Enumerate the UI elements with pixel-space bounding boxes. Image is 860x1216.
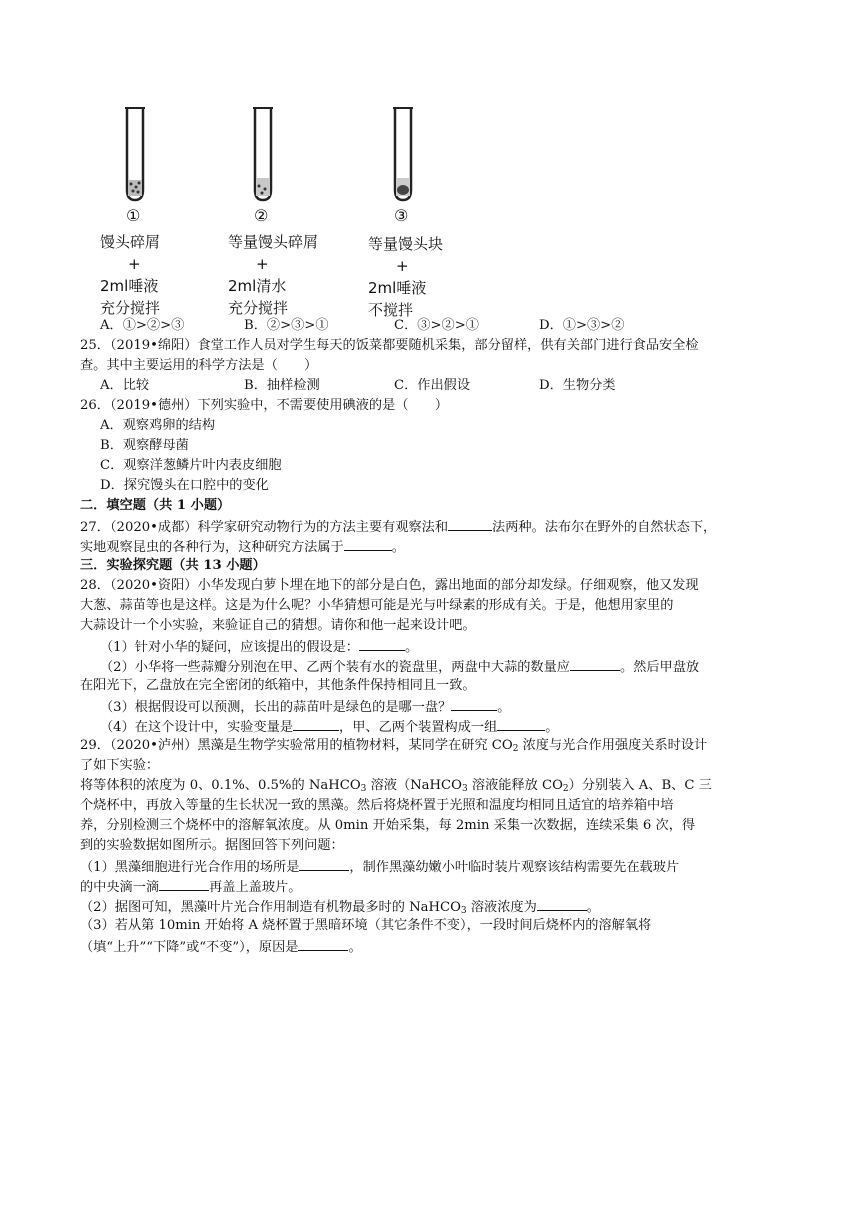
q29-text: ）分别装入 A、B、C 三 <box>568 778 712 793</box>
tube-number: ② <box>254 206 269 225</box>
q29-text: 再盖上盖玻片。 <box>209 880 302 895</box>
q29-text: （2）据图可知，黑藻叶片光合作用制造有机物最多时的 NaHCO <box>80 900 461 915</box>
q28-sub1 <box>100 636 418 658</box>
q28-text: ，甲、乙两个装置构成一组 <box>339 720 498 735</box>
q29-stem-line6: 到的实验数据如图所示。据图回答下列问题： <box>80 838 344 853</box>
q29-text: 。 <box>586 900 600 915</box>
tube-label-plus: + <box>256 255 269 273</box>
tube-label-line2: 2ml唾液 <box>100 277 159 295</box>
q29-sub2 <box>80 896 600 918</box>
test-tube-1-icon <box>115 104 155 204</box>
q26-option-d: D．探究馒头在口腔中的变化 <box>100 478 269 493</box>
tube-label-line3: 充分搅拌 <box>100 299 161 317</box>
q28-stem-line1: 28．（2020•资阳）小华发现白萝卜埋在地下的部分是白色，露出地面的部分却发绿。仔细观察，他又发现 <box>80 578 699 593</box>
q26-stem: 26．（2019•德州）下列实验中，不需要使用碘液的是（ ） <box>80 398 449 413</box>
q26-option-c: C．观察洋葱鳞片叶内表皮细胞 <box>100 458 282 473</box>
tube-number: ③ <box>394 206 409 225</box>
tube-label-line1: 馒头碎屑 <box>100 233 161 251</box>
q25-option-c: C．作出假设 <box>394 378 471 393</box>
tube-label-line3: 不搅拌 <box>368 301 414 319</box>
subscript: 3 <box>460 906 467 916</box>
q29-text: （1）黑藻细胞进行光合作用的场所是 <box>80 860 300 875</box>
q25-option-d: D．生物分类 <box>539 378 616 393</box>
tube-number: ① <box>126 206 141 225</box>
test-tube-2-icon <box>243 104 283 204</box>
section-heading-experiment: 三．实验探究题（共 13 小题） <box>80 558 266 573</box>
q29-stem-line1 <box>80 736 707 756</box>
q26-option-b: B．观察酵母菌 <box>100 438 189 453</box>
q28-text: （4）在这个设计中，实验变量是 <box>100 720 294 735</box>
answer-blank[interactable] <box>537 896 587 911</box>
answer-blank[interactable] <box>570 656 620 671</box>
answer-blank[interactable] <box>359 636 405 651</box>
tube-label-line2: 2ml唾液 <box>368 279 427 297</box>
tube-label-line1: 等量馒头碎屑 <box>228 233 319 251</box>
q29-text: 溶液浓度为 <box>466 900 537 915</box>
q25-stem-line1: 25．（2019•绵阳）食堂工作人员对学生每天的饭菜都要随机采集，部分留样，供有关部门进行食品安全检 <box>80 338 699 353</box>
q27-text: 27．（2020•成都）科学家研究动物行为的方法主要有观察法和 <box>80 520 449 535</box>
answer-blank[interactable] <box>298 936 348 951</box>
q25-stem-line2: 查。其中主要运用的科学方法是（ ） <box>80 358 318 373</box>
answer-blank[interactable] <box>497 716 545 731</box>
answer-blank[interactable] <box>451 696 497 711</box>
q29-text: ，制作黑藻幼嫩小叶临时装片观察该结构需要先在载玻片 <box>349 860 680 875</box>
subscript: 3 <box>360 784 367 794</box>
q29-text: 浓度与光合作用强度关系时设计 <box>518 738 708 753</box>
q28-text: 。 <box>545 720 559 735</box>
q28-text: （1）针对小华的疑问，应该提出的假设是： <box>100 640 359 655</box>
q24-option-d: D．①>③>② <box>539 318 625 333</box>
q28-text: 。 <box>404 640 419 655</box>
q29-sub3: （3）若从第 10min 开始将 A 烧杯置于黑暗环境（其它条件不变），一段时间后烧杯内的溶解氧将 <box>80 918 652 933</box>
q29-text: 29．（2020•泸州）黑藻是生物学实验常用的植物材料，某同学在研究 CO <box>80 738 513 753</box>
q27-text: 法两种。法布尔在野外的自然状态下， <box>492 520 717 535</box>
q28-sub4 <box>100 716 558 738</box>
q28-text: 。然后甲盘放 <box>619 660 700 675</box>
q29-stem-line4: 个烧杯中，再放入等量的生长状况一致的黑藻。然后将烧杯置于光照和温度均相同且适宜的培养箱中培 <box>80 798 674 813</box>
q27-text: 。 <box>391 540 405 555</box>
q24-option-c: C．③>②>① <box>394 318 479 333</box>
q29-sub3-cont <box>80 936 362 958</box>
q28-text: （2）小华将一些蒜瓣分别泡在甲、乙两个装有水的瓷盘里，两盘中大蒜的数量应 <box>100 660 570 675</box>
test-tube-3-icon <box>383 104 423 204</box>
q26-option-a: A．观察鸡卵的结构 <box>100 418 216 433</box>
q25-option-a: A．比较 <box>100 378 150 393</box>
subscript: 3 <box>461 784 468 794</box>
q29-text: 溶液能释放 CO <box>467 778 563 793</box>
answer-blank[interactable] <box>299 856 349 871</box>
q28-stem-line2: 大葱、蒜苗等也是这样。这是为什么呢？小华猜想可能是光与叶绿素的形成有关。于是，他想用家里的 <box>80 598 674 613</box>
answer-blank[interactable] <box>344 536 392 551</box>
q29-sub1 <box>80 856 679 878</box>
q28-sub2 <box>100 656 699 678</box>
tube-label-plus: + <box>128 255 141 273</box>
q29-text: （填“上升”“下降”或“不变”），原因是 <box>80 940 299 955</box>
q27-line1 <box>80 516 716 538</box>
q28-sub3 <box>100 696 510 718</box>
q27-text: 实地观察昆虫的各种行为，这种研究方法属于 <box>80 540 344 555</box>
tube-label-line3: 充分搅拌 <box>228 299 289 317</box>
q27-line2 <box>80 536 405 558</box>
q29-stem-line5: 养，分别检测三个烧杯中的溶解氧浓度。从 0min 开始采集，每 2min 采集一次数据，连续采集 6 次，得 <box>80 818 696 833</box>
q29-stem-line2: 了如下实验： <box>80 758 160 773</box>
q24-option-b: B．②>③>① <box>244 318 329 333</box>
answer-blank[interactable] <box>293 716 339 731</box>
test-tube-figure <box>100 104 480 322</box>
q28-sub2-cont: 在阳光下，乙盘放在完全密闭的纸箱中，其他条件保持相同且一致。 <box>80 678 476 693</box>
tube-label-plus: + <box>396 257 409 275</box>
answer-blank[interactable] <box>159 876 209 891</box>
q28-stem-line3: 大蒜设计一个小实验，来验证自己的猜想。请你和他一起来设计吧。 <box>80 618 476 633</box>
answer-blank[interactable] <box>448 516 492 531</box>
section-heading-fill-in: 二．填空题（共 1 小题） <box>80 498 231 513</box>
q29-sub1-cont <box>80 876 301 898</box>
subscript: 2 <box>562 784 569 794</box>
q29-text: 溶液（NaHCO <box>366 778 462 793</box>
subscript: 2 <box>512 744 519 754</box>
q24-option-a: A．①>②>③ <box>100 318 185 333</box>
q25-option-b: B．抽样检测 <box>244 378 320 393</box>
tube-label-line2: 2ml清水 <box>228 277 287 295</box>
q28-text: 。 <box>497 700 511 715</box>
tube-label-line1: 等量馒头块 <box>368 235 444 253</box>
q29-text: 将等体积的浓度为 0、0.1%、0.5%的 NaHCO <box>80 778 361 793</box>
q29-text: 的中央滴一滴 <box>80 880 160 895</box>
q29-text: 。 <box>348 940 362 955</box>
q29-stem-line3 <box>80 776 712 796</box>
q28-text: （3）根据假设可以预测，长出的蒜苗叶是绿色的是哪一盘？ <box>100 700 452 715</box>
